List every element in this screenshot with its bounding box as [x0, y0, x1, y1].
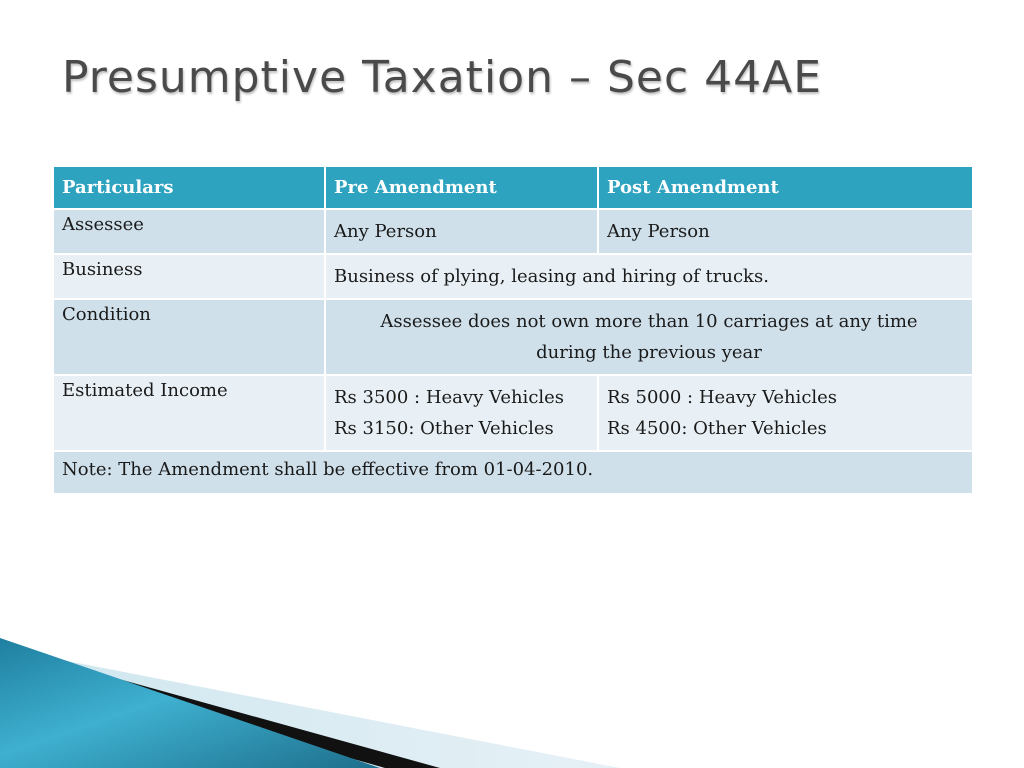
pre-income-line-2: Rs 3150: Other Vehicles — [334, 418, 554, 439]
cell-condition-label: Condition — [53, 299, 325, 375]
header-particulars: Particulars — [53, 166, 325, 209]
condition-line-1: Assessee does not own more than 10 carriages at any time — [380, 311, 918, 332]
table-row-condition — [53, 299, 973, 375]
teal-swoosh — [0, 638, 380, 768]
cell-business-value: Business of plying, leasing and hiring of trucks. — [325, 254, 973, 299]
cell-business-label: Business — [53, 254, 325, 299]
cell-note: Note: The Amendment shall be effective from 01-04-2010. — [53, 451, 973, 494]
table-row-assessee — [53, 209, 973, 254]
header-post-amendment: Post Amendment — [598, 166, 973, 209]
comparison-table — [52, 165, 974, 495]
table-row-business — [53, 254, 973, 299]
post-income-line-1: Rs 5000 : Heavy Vehicles — [607, 387, 838, 408]
cell-estimated-income-pre — [325, 375, 598, 451]
post-income-line-2: Rs 4500: Other Vehicles — [607, 418, 827, 439]
table-row-estimated-income — [53, 375, 973, 451]
slide-title: Presumptive Taxation – Sec 44AE — [62, 52, 823, 103]
header-pre-amendment: Pre Amendment — [325, 166, 598, 209]
cell-assessee-post: Any Person — [598, 209, 973, 254]
decorative-swoosh — [0, 638, 1024, 768]
cell-estimated-income-post — [598, 375, 973, 451]
table-header-row — [53, 166, 973, 209]
cell-assessee-label: Assessee — [53, 209, 325, 254]
condition-line-2: during the previous year — [536, 342, 762, 363]
pre-income-line-1: Rs 3500 : Heavy Vehicles — [334, 387, 565, 408]
table-row-note — [53, 451, 973, 494]
cell-assessee-pre: Any Person — [325, 209, 598, 254]
cell-condition-value — [325, 299, 973, 375]
cell-estimated-income-label: Estimated Income — [53, 375, 325, 451]
